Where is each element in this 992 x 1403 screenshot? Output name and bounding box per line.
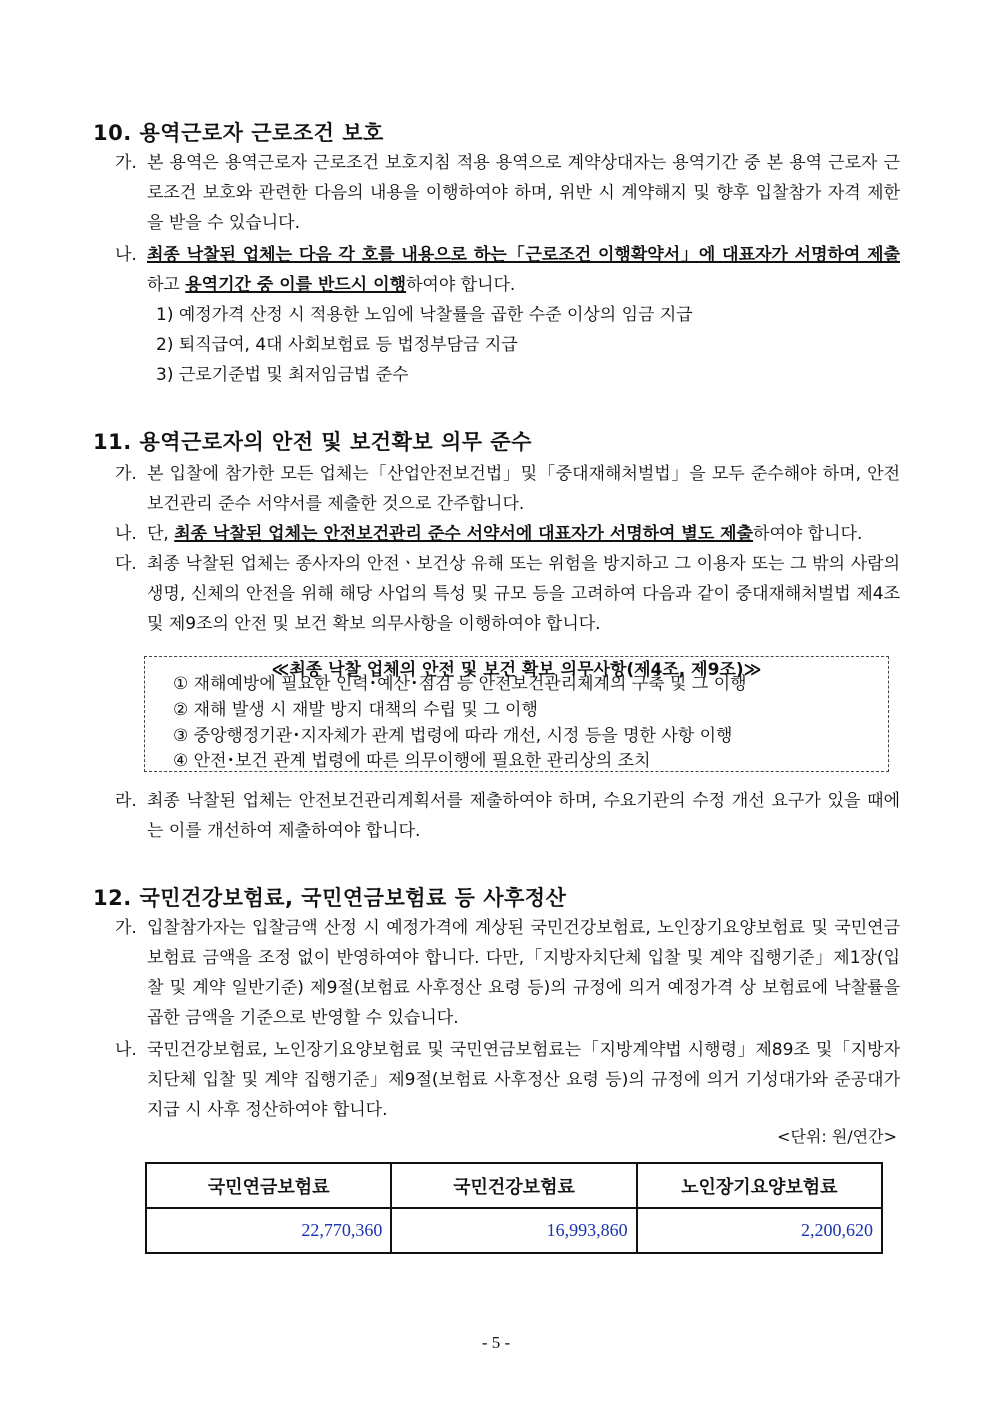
section-title-10: 10. 용역근로자 근로조건 보호 [93,121,384,145]
paragraph-text: 국민건강보험료, 노인장기요양보험료 및 국민연금보험료는「지방계약법 시행령」제89조 및「지방자치단체 입찰 및 계약 집행기준」제9절(보험료 사후정산 요령 등)의 규정에 의거 기성대가와 준공대가 지급 시 사후 정산하여야 합니다. [147,1040,900,1120]
paragraph-text: 최종 낙찰된 업체는 종사자의 안전ㆍ보건상 유해 또는 위험을 방지하고 그 이용자 또는 그 밖의 사람의 생명, 신체의 안전을 위해 해당 사업의 특성 및 규모 등을 고려하여 다음과 같이 중대재해처벌법 제4조 및 제9조의 안전 및 보건 확보 의무사항을 이행하여야 합니다. [147,554,900,634]
paragraph-12-ga [115,913,900,1033]
unit-label: <단위: 원/연간> [777,1127,897,1146]
insurance-table [145,1162,883,1254]
box-item: ③ 중앙행정기관･지자체가 관계 법령에 따라 개선, 시정 등을 명한 사항 이행 [173,726,733,746]
paragraph-text: 하여야 합니다. [753,524,863,544]
section-title-11: 11. 용역근로자의 안전 및 보건확보 의무 준수 [93,430,532,454]
sub-item: 2) 퇴직급여, 4대 사회보험료 등 법정부담금 지급 [156,335,518,355]
paragraph-text: 입찰참가자는 입찰금액 산정 시 예정가격에 계상된 국민건강보험료, 노인장기요양보험료 및 국민연금보험료 금액을 조정 없이 반영하여야 합니다. 다만,「지방자치단체 입찰 및 계약 집행기준」제1장(입찰 및 계약 일반기준) 제9절(보험료 사후정산 요령 등)의 규정에 의거 예정가격 상 보험료에 낙찰률을 곱한 금액을 기준으로 반영할 수 있습니다. [147,918,900,1028]
item-marker: 나. [115,524,137,544]
item-marker: 나. [115,1040,137,1060]
section-title-12: 12. 국민건강보험료, 국민연금보험료 등 사후정산 [93,886,567,910]
table-header: 국민건강보험료 [391,1163,636,1208]
table-header: 국민연금보험료 [146,1163,391,1208]
box-item: ② 재해 발생 시 재발 방지 대책의 수립 및 그 이행 [173,700,538,720]
paragraph-text: 하여야 합니다. [406,275,516,295]
item-marker: 라. [115,791,137,811]
item-marker: 다. [115,554,137,574]
page-number: - 5 - [481,1333,511,1352]
paragraph-11-na [115,519,900,549]
box-title: ≪최종 낙찰 업체의 안전 및 보건 확보 의무사항(제4조, 제9조)≫ [266,660,768,680]
paragraph-text: 본 용역은 용역근로자 근로조건 보호지침 적용 용역으로 계약상대자는 용역기간 중 본 용역 근로자 근로조건 보호와 관련한 다음의 내용을 이행하여야 하며, 위반 시 계약해지 및 향후 입찰참가 자격 제한을 받을 수 있습니다. [147,153,900,233]
paragraph-12-na [115,1035,900,1125]
underlined-text: 최종 낙찰된 업체는 안전보건관리 준수 서약서에 대표자가 서명하여 별도 제출 [174,524,754,544]
table-header: 노인장기요양보험료 [637,1163,882,1208]
obligations-box [144,656,889,772]
sub-item: 3) 근로기준법 및 최저임금법 준수 [156,365,409,385]
item-marker: 가. [115,153,137,173]
underlined-text: 최종 낙찰된 업체는 다음 각 호를 내용으로 하는「근로조건 이행확약서」에 대표자가 서명하여 제출 [147,245,900,265]
table-cell: 2,200,620 [637,1208,882,1253]
paragraph-text: 단, [147,524,175,544]
paragraph-text: 하고 [147,275,186,295]
paragraph-text: 최종 낙찰된 업체는 안전보건관리계획서를 제출하여야 하며, 수요기관의 수정 개선 요구가 있을 때에는 이를 개선하여 제출하여야 합니다. [147,791,900,841]
paragraph-10-ga [115,148,900,238]
paragraph-11-ga [115,459,900,519]
item-marker: 가. [115,918,137,938]
underlined-text: 용역기간 중 이를 반드시 이행 [185,275,406,295]
table-header-row [146,1163,882,1208]
item-marker: 나. [115,245,137,265]
box-item: ④ 안전･보건 관계 법령에 따른 의무이행에 필요한 관리상의 조치 [173,751,651,771]
paragraph-11-ra [115,786,900,846]
box-item: ① 재해예방에 필요한 인력･예산･점검 등 안전보건관리체계의 구축 및 그 이행 [173,674,747,694]
item-marker: 가. [115,464,137,484]
paragraph-text: 본 입찰에 참가한 모든 업체는「산업안전보건법」및「중대재해처벌법」을 모두 준수해야 하며, 안전보건관리 준수 서약서를 제출한 것으로 간주합니다. [147,464,900,514]
table-cell: 22,770,360 [146,1208,391,1253]
paragraph-11-da [115,549,900,639]
paragraph-10-na [115,240,900,300]
table-row [146,1208,882,1253]
table-cell: 16,993,860 [391,1208,636,1253]
sub-item: 1) 예정가격 산정 시 적용한 노임에 낙찰률을 곱한 수준 이상의 임금 지급 [156,305,693,325]
